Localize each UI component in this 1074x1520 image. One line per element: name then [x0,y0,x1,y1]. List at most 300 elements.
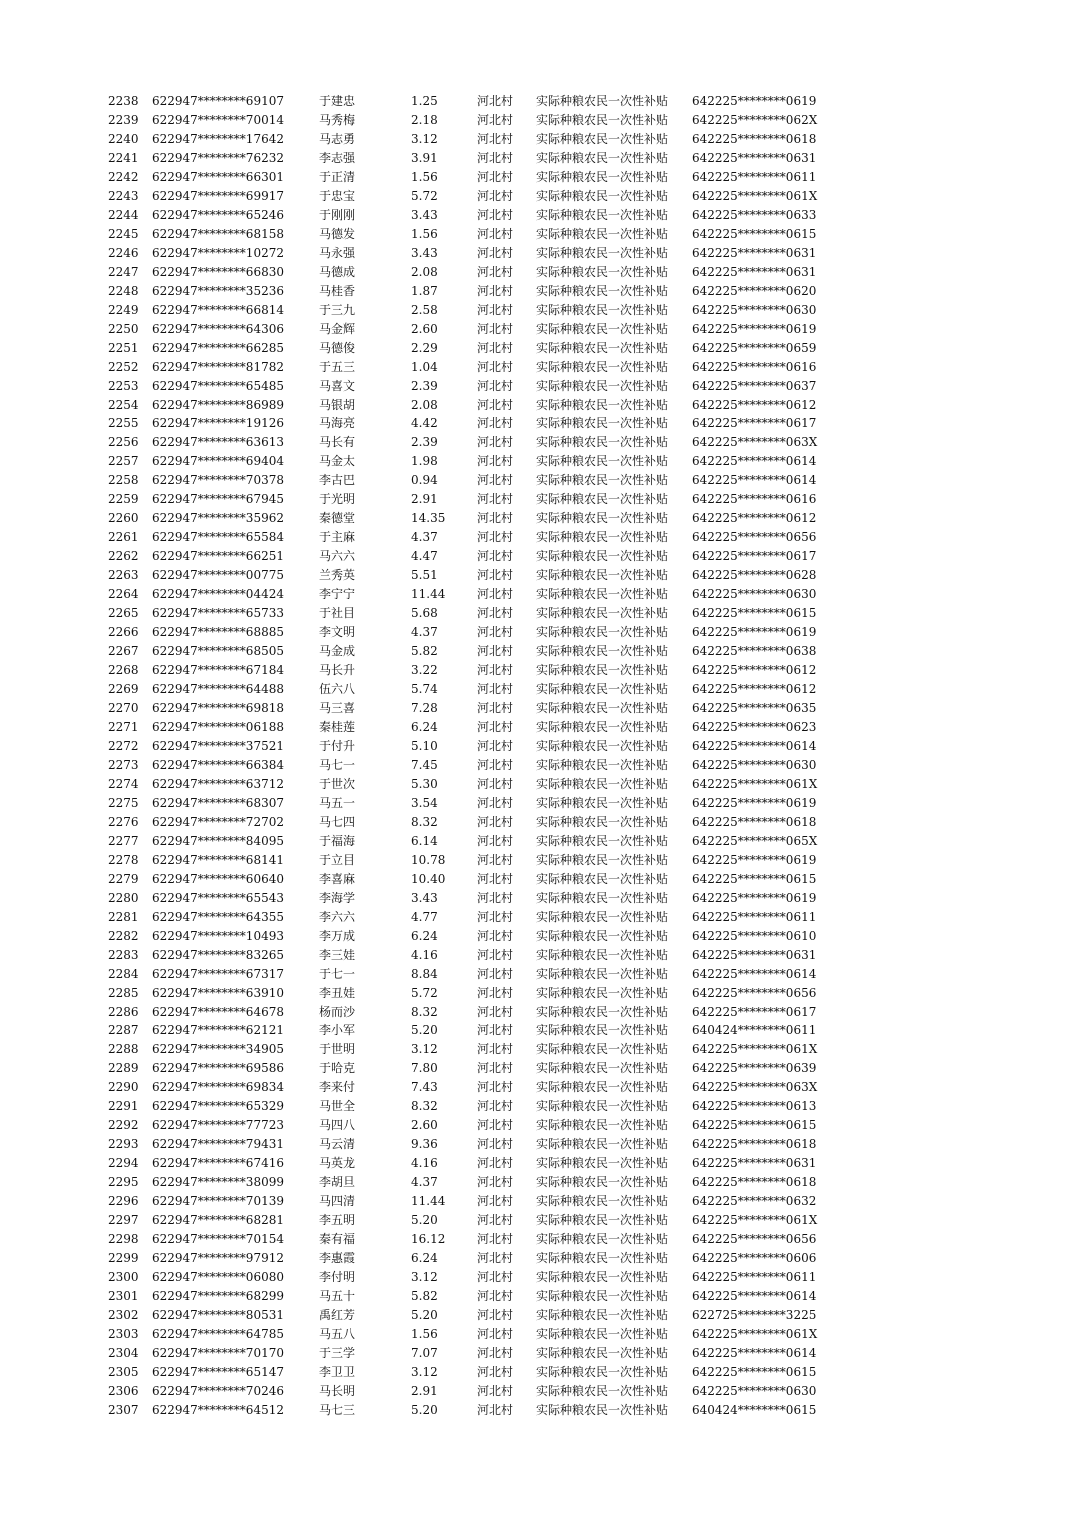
row-number: 2291 [108,1099,139,1114]
account-number: 622947********06080 [152,1270,284,1285]
account-number: 622947********65584 [152,530,284,545]
account-number: 622947********66301 [152,169,284,184]
id-number: 642225********0615 [692,1118,817,1133]
account-number: 622947********35962 [152,511,284,526]
table-row [0,908,1074,927]
table-row [0,1344,1074,1363]
subsidy-amount: 2.08 [411,264,438,279]
row-number: 2292 [108,1118,139,1133]
person-name: 马五八 [319,1326,356,1341]
person-name: 马金太 [319,454,356,469]
village-name: 河北村 [477,947,514,962]
person-name: 于光明 [319,492,356,507]
id-number: 642225********0615 [692,226,817,241]
person-name: 马银胡 [319,397,356,412]
subsidy-type: 实际种粮农民一次性补贴 [536,1137,669,1152]
account-number: 622947********63613 [152,435,284,450]
id-number: 642225********0611 [692,909,817,924]
row-number: 2267 [108,644,139,659]
village-name: 河北村 [477,94,514,108]
table-row [0,775,1074,794]
person-name: 马海亮 [319,416,356,431]
account-number: 622947********37521 [152,738,284,753]
subsidy-type: 实际种粮农民一次性补贴 [536,359,669,374]
account-number: 622947********64488 [152,682,284,697]
account-number: 622947********60640 [152,871,284,886]
subsidy-amount: 10.78 [411,852,446,867]
subsidy-amount: 6.14 [411,833,438,848]
subsidy-type: 实际种粮农民一次性补贴 [536,644,669,659]
subsidy-type: 实际种粮农民一次性补贴 [536,947,669,962]
table-row [0,642,1074,661]
subsidy-amount: 6.24 [411,719,438,734]
village-name: 河北村 [477,833,514,848]
village-name: 河北村 [477,245,514,260]
subsidy-type: 实际种粮农民一次性补贴 [536,1023,669,1038]
village-name: 河北村 [477,1289,514,1304]
person-name: 李丑娃 [319,985,356,1000]
subsidy-type: 实际种粮农民一次性补贴 [536,852,669,867]
village-name: 河北村 [477,985,514,1000]
person-name: 于正清 [319,169,356,184]
person-name: 于哈克 [319,1061,356,1076]
subsidy-type: 实际种粮农民一次性补贴 [536,188,669,203]
person-name: 于三九 [319,302,356,317]
person-name: 李惠霞 [319,1251,356,1266]
table-row [0,414,1074,433]
person-name: 李万成 [319,928,356,943]
subsidy-type: 实际种粮农民一次性补贴 [536,909,669,924]
row-number: 2294 [108,1156,139,1171]
row-number: 2251 [108,340,139,355]
person-name: 马四清 [319,1194,356,1209]
subsidy-type: 实际种粮农民一次性补贴 [536,1042,669,1057]
id-number: 622725********3225 [692,1308,817,1322]
subsidy-amount: 1.56 [411,1326,438,1341]
village-name: 河北村 [477,112,514,127]
account-number: 622947********65246 [152,207,284,222]
table-row [0,604,1074,623]
village-name: 河北村 [477,663,514,678]
id-number: 642225********0631 [692,150,817,165]
subsidy-type: 实际种粮农民一次性补贴 [536,719,669,734]
table-row [0,851,1074,870]
account-number: 622947********62121 [152,1023,284,1038]
subsidy-type: 实际种粮农民一次性补贴 [536,625,669,640]
id-number: 642225********0656 [692,530,817,545]
village-name: 河北村 [477,1270,514,1285]
village-name: 河北村 [477,1364,514,1379]
subsidy-amount: 16.12 [411,1232,446,1247]
row-number: 2249 [108,302,139,317]
village-name: 河北村 [477,359,514,374]
person-name: 马七一 [319,757,356,772]
id-number: 642225********0614 [692,473,817,488]
account-number: 622947********80531 [152,1308,284,1322]
village-name: 河北村 [477,966,514,981]
subsidy-amount: 3.43 [411,245,438,260]
id-number: 642225********0620 [692,283,817,298]
village-name: 河北村 [477,682,514,697]
table-row [0,1325,1074,1344]
row-number: 2270 [108,701,139,715]
id-number: 642225********0630 [692,302,817,317]
village-name: 河北村 [477,587,514,602]
row-number: 2248 [108,283,139,298]
id-number: 640424********0615 [692,1402,817,1417]
row-number: 2252 [108,359,139,374]
village-name: 河北村 [477,1345,514,1360]
subsidy-amount: 7.43 [411,1080,438,1095]
person-name: 马七四 [319,814,356,829]
row-number: 2254 [108,397,139,412]
subsidy-amount: 3.54 [411,795,438,810]
subsidy-type: 实际种粮农民一次性补贴 [536,454,669,469]
row-number: 2278 [108,852,139,867]
person-name: 马七三 [319,1402,356,1417]
table-row [0,471,1074,490]
id-number: 640424********0611 [692,1023,817,1038]
subsidy-type: 实际种粮农民一次性补贴 [536,416,669,431]
village-name: 河北村 [477,1251,514,1266]
subsidy-type: 实际种粮农民一次性补贴 [536,1270,669,1285]
row-number: 2297 [108,1213,139,1228]
id-number: 642225********063X [692,1080,818,1095]
id-number: 642225********0630 [692,587,817,602]
row-number: 2268 [108,663,139,678]
subsidy-type: 实际种粮农民一次性补贴 [536,321,669,336]
village-name: 河北村 [477,1137,514,1152]
id-number: 642225********0619 [692,795,817,810]
subsidy-amount: 2.91 [411,1383,438,1398]
subsidy-type: 实际种粮农民一次性补贴 [536,1251,669,1266]
subsidy-type: 实际种粮农民一次性补贴 [536,776,669,791]
table-row [0,168,1074,187]
village-name: 河北村 [477,1023,514,1038]
row-number: 2293 [108,1137,139,1152]
table-row [0,1154,1074,1173]
table-row [0,927,1074,946]
person-name: 马永强 [319,245,356,260]
table-row [0,680,1074,699]
village-name: 河北村 [477,150,514,165]
row-number: 2286 [108,1004,139,1019]
person-name: 秦桂莲 [319,719,356,734]
subsidy-amount: 5.20 [411,1023,438,1038]
subsidy-amount: 6.24 [411,928,438,943]
person-name: 马世全 [319,1099,356,1114]
table-row [0,870,1074,889]
person-name: 于建忠 [319,94,356,108]
account-number: 622947********67945 [152,492,284,507]
village-name: 河北村 [477,568,514,583]
account-number: 622947********68307 [152,795,284,810]
id-number: 642225********0610 [692,928,817,943]
row-number: 2274 [108,776,139,791]
subsidy-amount: 5.30 [411,776,438,791]
subsidy-type: 实际种粮农民一次性补贴 [536,1232,669,1247]
table-row [0,718,1074,737]
table-row [0,111,1074,130]
row-number: 2271 [108,719,139,734]
row-number: 2301 [108,1289,139,1304]
account-number: 622947********04424 [152,587,284,602]
account-number: 622947********66830 [152,264,284,279]
subsidy-type: 实际种粮农民一次性补贴 [536,169,669,184]
village-name: 河北村 [477,1118,514,1133]
person-name: 马五十 [319,1289,356,1304]
id-number: 642225********0618 [692,814,817,829]
account-number: 622947********68281 [152,1213,284,1228]
village-name: 河北村 [477,1042,514,1057]
id-number: 642225********0614 [692,966,817,981]
person-name: 于世次 [319,776,356,791]
id-number: 642225********0631 [692,947,817,962]
table-row [0,528,1074,547]
id-number: 642225********0617 [692,549,817,564]
subsidy-type: 实际种粮农民一次性补贴 [536,795,669,810]
account-number: 622947********86989 [152,397,284,412]
subsidy-amount: 1.56 [411,169,438,184]
person-name: 马六六 [319,549,356,564]
table-row [0,1173,1074,1192]
person-name: 马长有 [319,435,356,450]
subsidy-type: 实际种粮农民一次性补贴 [536,833,669,848]
subsidy-amount: 8.32 [411,1004,438,1019]
account-number: 622947********17642 [152,131,284,146]
row-number: 2299 [108,1251,139,1266]
account-number: 622947********00775 [152,568,284,583]
table-row [0,377,1074,396]
subsidy-amount: 4.16 [411,947,438,962]
table-row [0,225,1074,244]
account-number: 622947********68885 [152,625,284,640]
table-row [0,339,1074,358]
subsidy-amount: 3.12 [411,1042,438,1057]
village-name: 河北村 [477,473,514,488]
row-number: 2277 [108,833,139,848]
subsidy-type: 实际种粮农民一次性补贴 [536,1308,669,1322]
village-name: 河北村 [477,1232,514,1247]
account-number: 622947********66285 [152,340,284,355]
account-number: 622947********66384 [152,757,284,772]
subsidy-amount: 11.44 [411,587,446,602]
id-number: 642225********0614 [692,738,817,753]
row-number: 2259 [108,492,139,507]
subsidy-amount: 5.20 [411,1308,438,1322]
id-number: 642225********0617 [692,1004,817,1019]
subsidy-amount: 5.20 [411,1213,438,1228]
person-name: 李古巴 [319,473,356,488]
id-number: 642225********0612 [692,397,817,412]
account-number: 622947********68505 [152,644,284,659]
account-number: 622947********97912 [152,1251,284,1266]
subsidy-amount: 2.18 [411,112,438,127]
village-name: 河北村 [477,1194,514,1209]
subsidy-type: 实际种粮农民一次性补贴 [536,549,669,564]
subsidy-type: 实际种粮农民一次性补贴 [536,150,669,165]
subsidy-type: 实际种粮农民一次性补贴 [536,1213,669,1228]
row-number: 2265 [108,606,139,621]
row-number: 2238 [108,94,139,108]
table-row [0,282,1074,301]
account-number: 622947********84095 [152,833,284,848]
subsidy-type: 实际种粮农民一次性补贴 [536,1061,669,1076]
table-row [0,832,1074,851]
person-name: 于三学 [319,1345,356,1360]
subsidy-type: 实际种粮农民一次性补贴 [536,207,669,222]
person-name: 马秀梅 [319,112,356,127]
subsidy-type: 实际种粮农民一次性补贴 [536,511,669,526]
subsidy-type: 实际种粮农民一次性补贴 [536,871,669,886]
account-number: 622947********64678 [152,1004,284,1019]
subsidy-amount: 3.43 [411,890,438,905]
id-number: 642225********0617 [692,416,817,431]
table-row [0,1268,1074,1287]
account-number: 622947********70246 [152,1383,284,1398]
subsidy-type: 实际种粮农民一次性补贴 [536,1345,669,1360]
subsidy-amount: 1.87 [411,283,438,298]
account-number: 622947********76232 [152,150,284,165]
row-number: 2281 [108,909,139,924]
id-number: 642225********063X [692,435,818,450]
subsidy-type: 实际种粮农民一次性补贴 [536,701,669,715]
village-name: 河北村 [477,416,514,431]
table-row [0,965,1074,984]
person-name: 于主麻 [319,530,356,545]
id-number: 642225********0659 [692,340,817,355]
account-number: 622947********10272 [152,245,284,260]
id-number: 642225********0615 [692,606,817,621]
account-number: 622947********64512 [152,1402,284,1417]
subsidy-type: 实际种粮农民一次性补贴 [536,1194,669,1209]
table-row [0,490,1074,509]
person-name: 李六六 [319,909,356,924]
subsidy-amount: 4.47 [411,549,438,564]
account-number: 622947********72702 [152,814,284,829]
row-number: 2279 [108,871,139,886]
row-number: 2246 [108,245,139,260]
subsidy-type: 实际种粮农民一次性补贴 [536,928,669,943]
row-number: 2241 [108,150,139,165]
table-row [0,206,1074,225]
row-number: 2306 [108,1383,139,1398]
subsidy-type: 实际种粮农民一次性补贴 [536,1289,669,1304]
table-row [0,946,1074,965]
person-name: 秦有福 [319,1232,356,1247]
subsidy-table [0,92,1074,1420]
person-name: 马德发 [319,226,356,241]
account-number: 622947********83265 [152,947,284,962]
account-number: 622947********81782 [152,359,284,374]
account-number: 622947********69404 [152,454,284,469]
id-number: 642225********0656 [692,985,817,1000]
id-number: 642225********0630 [692,1383,817,1398]
account-number: 622947********68141 [152,852,284,867]
id-number: 642225********0611 [692,1270,817,1285]
table-row [0,1135,1074,1154]
person-name: 李三娃 [319,947,356,962]
village-name: 河北村 [477,321,514,336]
table-row [0,130,1074,149]
subsidy-amount: 5.72 [411,188,438,203]
subsidy-amount: 3.22 [411,663,438,678]
subsidy-amount: 7.80 [411,1061,438,1076]
row-number: 2258 [108,473,139,488]
subsidy-type: 实际种粮农民一次性补贴 [536,283,669,298]
village-name: 河北村 [477,1156,514,1171]
subsidy-type: 实际种粮农民一次性补贴 [536,473,669,488]
account-number: 622947********65147 [152,1364,284,1379]
table-row [0,187,1074,206]
subsidy-amount: 1.04 [411,359,438,374]
row-number: 2302 [108,1308,139,1322]
id-number: 642225********0618 [692,131,817,146]
subsidy-type: 实际种粮农民一次性补贴 [536,1175,669,1190]
id-number: 642225********0639 [692,1061,817,1076]
id-number: 642225********061X [692,1326,818,1341]
id-number: 642225********0638 [692,644,817,659]
person-name: 马云清 [319,1137,356,1152]
id-number: 642225********0615 [692,871,817,886]
row-number: 2257 [108,454,139,469]
person-name: 马金成 [319,644,356,659]
id-number: 642225********0623 [692,719,817,734]
id-number: 642225********0630 [692,757,817,772]
row-number: 2282 [108,928,139,943]
subsidy-amount: 2.60 [411,321,438,336]
village-name: 河北村 [477,1061,514,1076]
subsidy-amount: 5.74 [411,682,438,697]
row-number: 2300 [108,1270,139,1285]
subsidy-amount: 3.43 [411,207,438,222]
subsidy-amount: 3.12 [411,1270,438,1285]
subsidy-type: 实际种粮农民一次性补贴 [536,568,669,583]
row-number: 2275 [108,795,139,810]
row-number: 2289 [108,1061,139,1076]
row-number: 2304 [108,1345,139,1360]
person-name: 李小军 [319,1023,356,1038]
account-number: 622947********70170 [152,1345,284,1360]
subsidy-amount: 4.37 [411,530,438,545]
subsidy-type: 实际种粮农民一次性补贴 [536,340,669,355]
village-name: 河北村 [477,625,514,640]
table-row [0,547,1074,566]
account-number: 622947********19126 [152,416,284,431]
person-name: 马德成 [319,264,356,279]
subsidy-amount: 8.32 [411,1099,438,1114]
id-number: 642225********061X [692,188,818,203]
village-name: 河北村 [477,871,514,886]
id-number: 642225********0614 [692,454,817,469]
person-name: 马长明 [319,1383,356,1398]
row-number: 2288 [108,1042,139,1057]
subsidy-amount: 1.98 [411,454,438,469]
subsidy-amount: 11.44 [411,1194,446,1209]
table-row [0,813,1074,832]
village-name: 河北村 [477,1213,514,1228]
person-name: 禹红芳 [319,1308,356,1322]
table-row [0,1287,1074,1306]
table-row [0,244,1074,263]
subsidy-amount: 10.40 [411,871,446,886]
account-number: 622947********69107 [152,94,284,108]
person-name: 马金辉 [319,321,356,336]
account-number: 622947********67416 [152,1156,284,1171]
person-name: 马桂香 [319,283,356,298]
id-number: 642225********0613 [692,1099,817,1114]
table-row [0,1249,1074,1268]
